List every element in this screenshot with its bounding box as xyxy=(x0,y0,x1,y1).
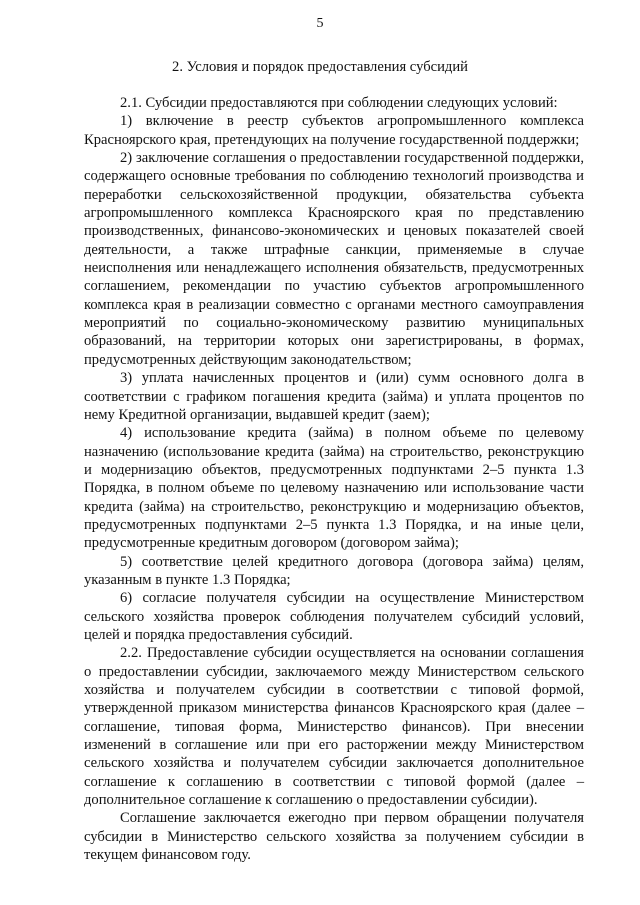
paragraph-item-6: 6) согласие получателя субсидии на осуществление Министерством сельского хозяйства проверок соблюдения получателем субсидий условий, целей и порядка предоставления субсидий. xyxy=(84,590,584,643)
paragraph-item-3: 3) уплата начисленных процентов и (или) сумм основного долга в соответствии с графиком погашения кредита (займа) и уплата процентов по нему Кредитной организации, выдавшей кредит (заем); xyxy=(84,370,584,423)
paragraph-2-1: 2.1. Субсидии предоставляются при соблюдении следующих условий: xyxy=(120,95,558,111)
page-number: 5 xyxy=(316,16,324,31)
paragraph-2-2: 2.2. Предоставление субсидии осуществляется на основании соглашения о предоставлении субсидии, заключаемого между Министерством сельского хозяйства и получателем субсидии в соответствии с типовой формой, утвержденной приказом министерства финансов Красноярского края (далее – соглашение, типовая форма, Министерство финансов). При внесении изменений в соглашение или при его расторжении между Министерством сельского хозяйства и получателем субсидии заключается дополнительное соглашение к соглашению в соответствии с типовой формой (далее – дополнительное соглашение к соглашению о предоставлении субсидии). xyxy=(84,645,584,809)
document-body xyxy=(84,94,584,864)
paragraph-agreement: Соглашение заключается ежегодно при первом обращении получателя субсидии в Министерство сельского хозяйства за получением субсидии в текущем финансовом году. xyxy=(84,810,584,864)
paragraph-item-2: 2) заключение соглашения о предоставлении государственной поддержки, содержащего основные требования по соблюдению технологий производства и переработки сельскохозяйственной продукции, обязательства субъекта агропромышленного комплекса Красноярского края по представлению производственных, финансово-экономических и ценовых показателей своей деятельности, а также штрафные санкции, применяемые в случае неисполнения или ненадлежащего исполнения обязательств, предусмотренных соглашением, рекомендации по участию субъектов агропромышленного комплекса края в реализации совместно с органами местного самоуправления мероприятий по социально-экономическому развитию муниципальных образований, на территории которых они зарегистрированы, в формах, предусмотренных действующим законодательством; xyxy=(84,150,584,368)
paragraph-item-5: 5) соответствие целей кредитного договора (договора займа) целям, указанным в пункте 1.3 Порядка; xyxy=(84,553,584,588)
section-heading: 2. Условия и порядок предоставления субсидий xyxy=(172,59,468,75)
paragraph-item-4: 4) использование кредита (займа) в полном объеме по целевому назначению (использование кредита (займа) на строительство, реконструкцию и модернизацию объектов, предусмотренных подпунктами 2–5 пункта 1.3 Порядка, в полном объеме по целевому назначению или использование части кредита (займа) на строительство, реконструкцию и модернизацию объектов, предусмотренных подпунктами 2–5 пункта 1.3 Порядка, и на иные цели, предусмотренные кредитным договором (договором займа); xyxy=(84,425,584,552)
paragraph-item-1: 1) включение в реестр субъектов агропромышленного комплекса Красноярского края, претендующих на получение государственной поддержки; xyxy=(84,113,584,148)
